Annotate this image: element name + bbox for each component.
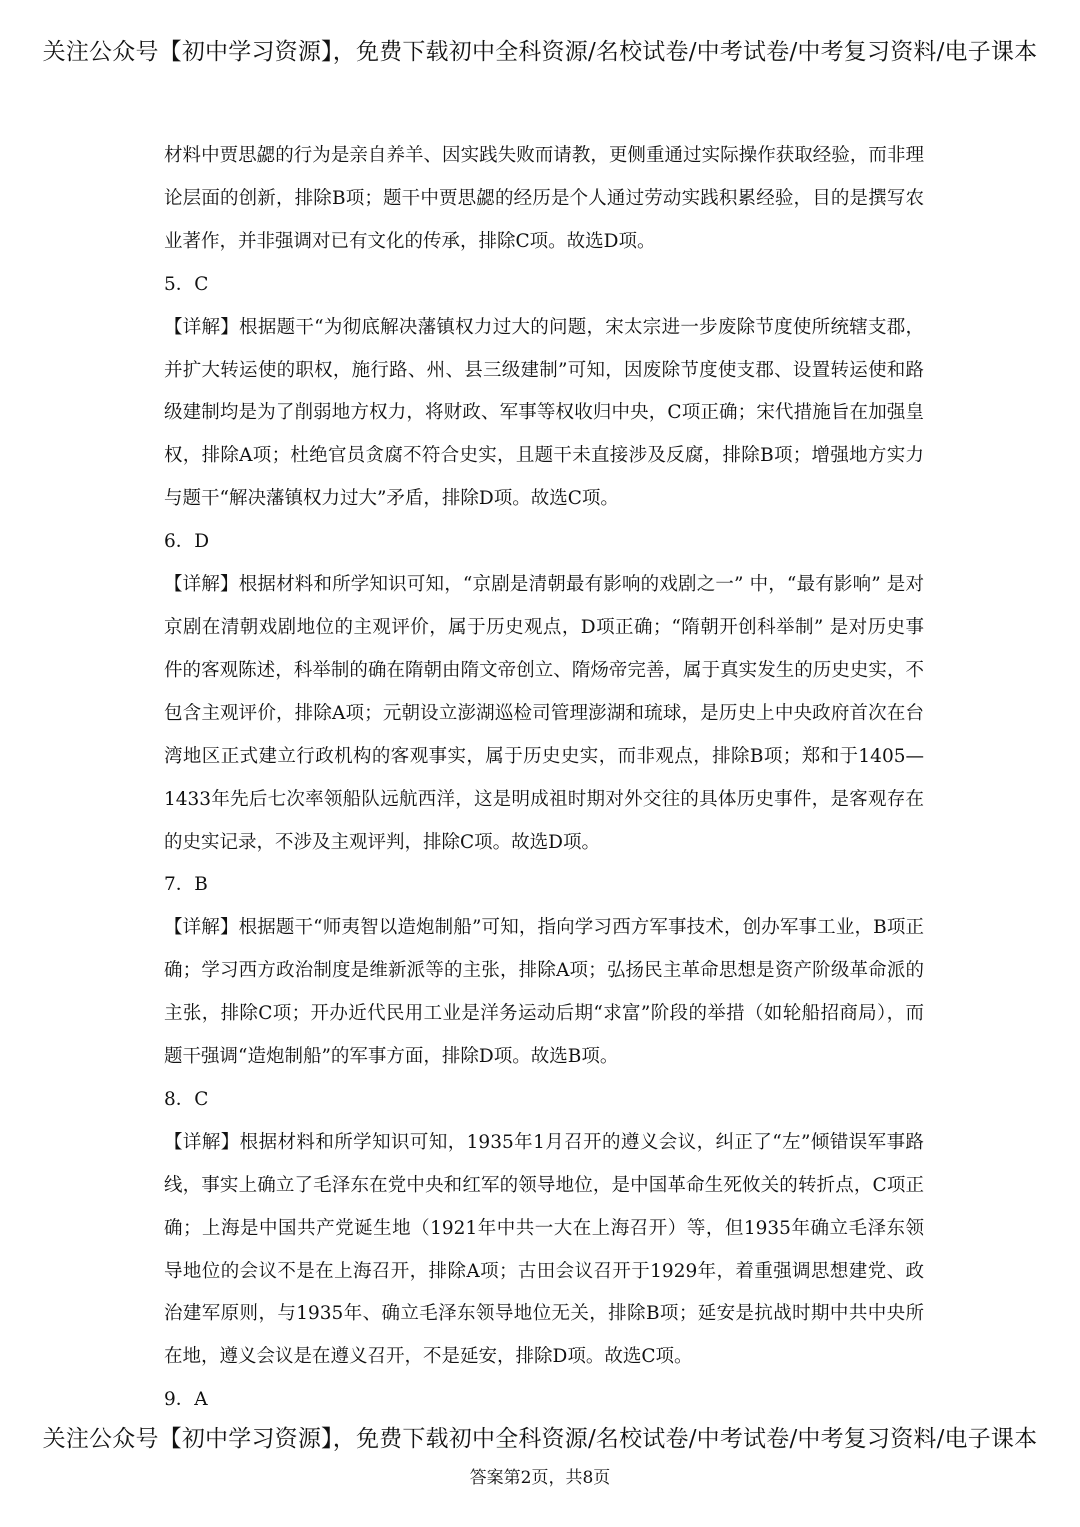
answer-content	[164, 135, 924, 1422]
answer-6-detail: 【详解】根据材料和所学知识可知，“京剧是清朝最有影响的戏剧之一” 中，“最有影响” 是对京剧在清朝戏剧地位的主观评价，属于历史观点，D项正确；“隋朝开创科举制” 是对历史事件的客观陈述，科举制的确在隋朝由隋文帝创立、隋炀帝完善，属于真实发生的历史史实，不包含主观评价，排除A项；元朝设立澎湖巡检司管理澎湖和琉球，是历史上中央政府首次在台湾地区正式建立行政机构的客观事实，属于历史史实，而非观点，排除B项；郑和于1405—1433年先后七次率领船队远航西洋，这是明成祖时期对外交往的具体历史事件，是客观存在的史实记录，不涉及主观评判，排除C项。故选D项。	[164, 574, 924, 853]
answer-7-number: 7．B	[164, 874, 208, 896]
answer-8-number: 8．C	[164, 1088, 209, 1110]
answer-5-detail: 【详解】根据题干“为彻底解决藩镇权力过大的问题，宋太宗进一步废除节度使所统辖支郡，并扩大转运使的职权，施行路、州、县三级建制”可知，因废除节度使支郡、设置转运使和路级建制均是为了削弱地方权力，将财政、军事等权收归中央，C项正确；宋代措施旨在加强皇权，排除A项；杜绝官员贪腐不符合史实，且题干未直接涉及反腐，排除B项；增强地方实力与题干“解决藩镇权力过大”矛盾，排除D项。故选C项。	[164, 316, 924, 510]
answer-9-number: 9．A	[164, 1389, 208, 1411]
answer-8-detail: 【详解】根据材料和所学知识可知，1935年1月召开的遵义会议，纠正了“左”倾错误军事路线，事实上确立了毛泽东在党中央和红军的领导地位，是中国革命生死攸关的转折点，C项正确；上海是中国共产党诞生地（1921年中共一大在上海召开）等，但1935年确立毛泽东领导地位的会议不是在上海召开，排除A项；古田会议召开于1929年，着重强调思想建党、政治建军原则，与1935年、确立毛泽东领导地位无关，排除B项；延安是抗战时期中共中央所在地，遵义会议是在遵义召开，不是延安，排除D项。故选C项。	[164, 1131, 924, 1368]
answer-7-detail: 【详解】根据题干“师夷智以造炮制船”可知，指向学习西方军事技术，创办军事工业，B项正确；学习西方政治制度是维新派等的主张，排除A项；弘扬民主革命思想是资产阶级革命派的主张，排除C项；开办近代民用工业是洋务运动后期“求富”阶段的举措（如轮船招商局），而题干强调“造炮制船”的军事方面，排除D项。故选B项。	[164, 917, 924, 1068]
bottom-promo-banner: 关注公众号【初中学习资源】，免费下载初中全科资源/名校试卷/中考试卷/中考复习资料/电子课本	[42, 1426, 1038, 1452]
page-number: 答案第2页，共8页	[469, 1468, 611, 1488]
answer-4-tail: 材料中贾思勰的行为是亲自养羊、因实践失败而请教，更侧重通过实际操作获取经验，而非理论层面的创新，排除B项；题干中贾思勰的经历是个人通过劳动实践积累经验，目的是撰写农业著作，并非强调对已有文化的传承，排除C项。故选D项。	[164, 145, 924, 252]
answer-5-number: 5．C	[164, 273, 209, 295]
top-promo-banner: 关注公众号【初中学习资源】，免费下载初中全科资源/名校试卷/中考试卷/中考复习资料/电子课本	[42, 39, 1038, 65]
answer-6-number: 6．D	[164, 531, 210, 553]
